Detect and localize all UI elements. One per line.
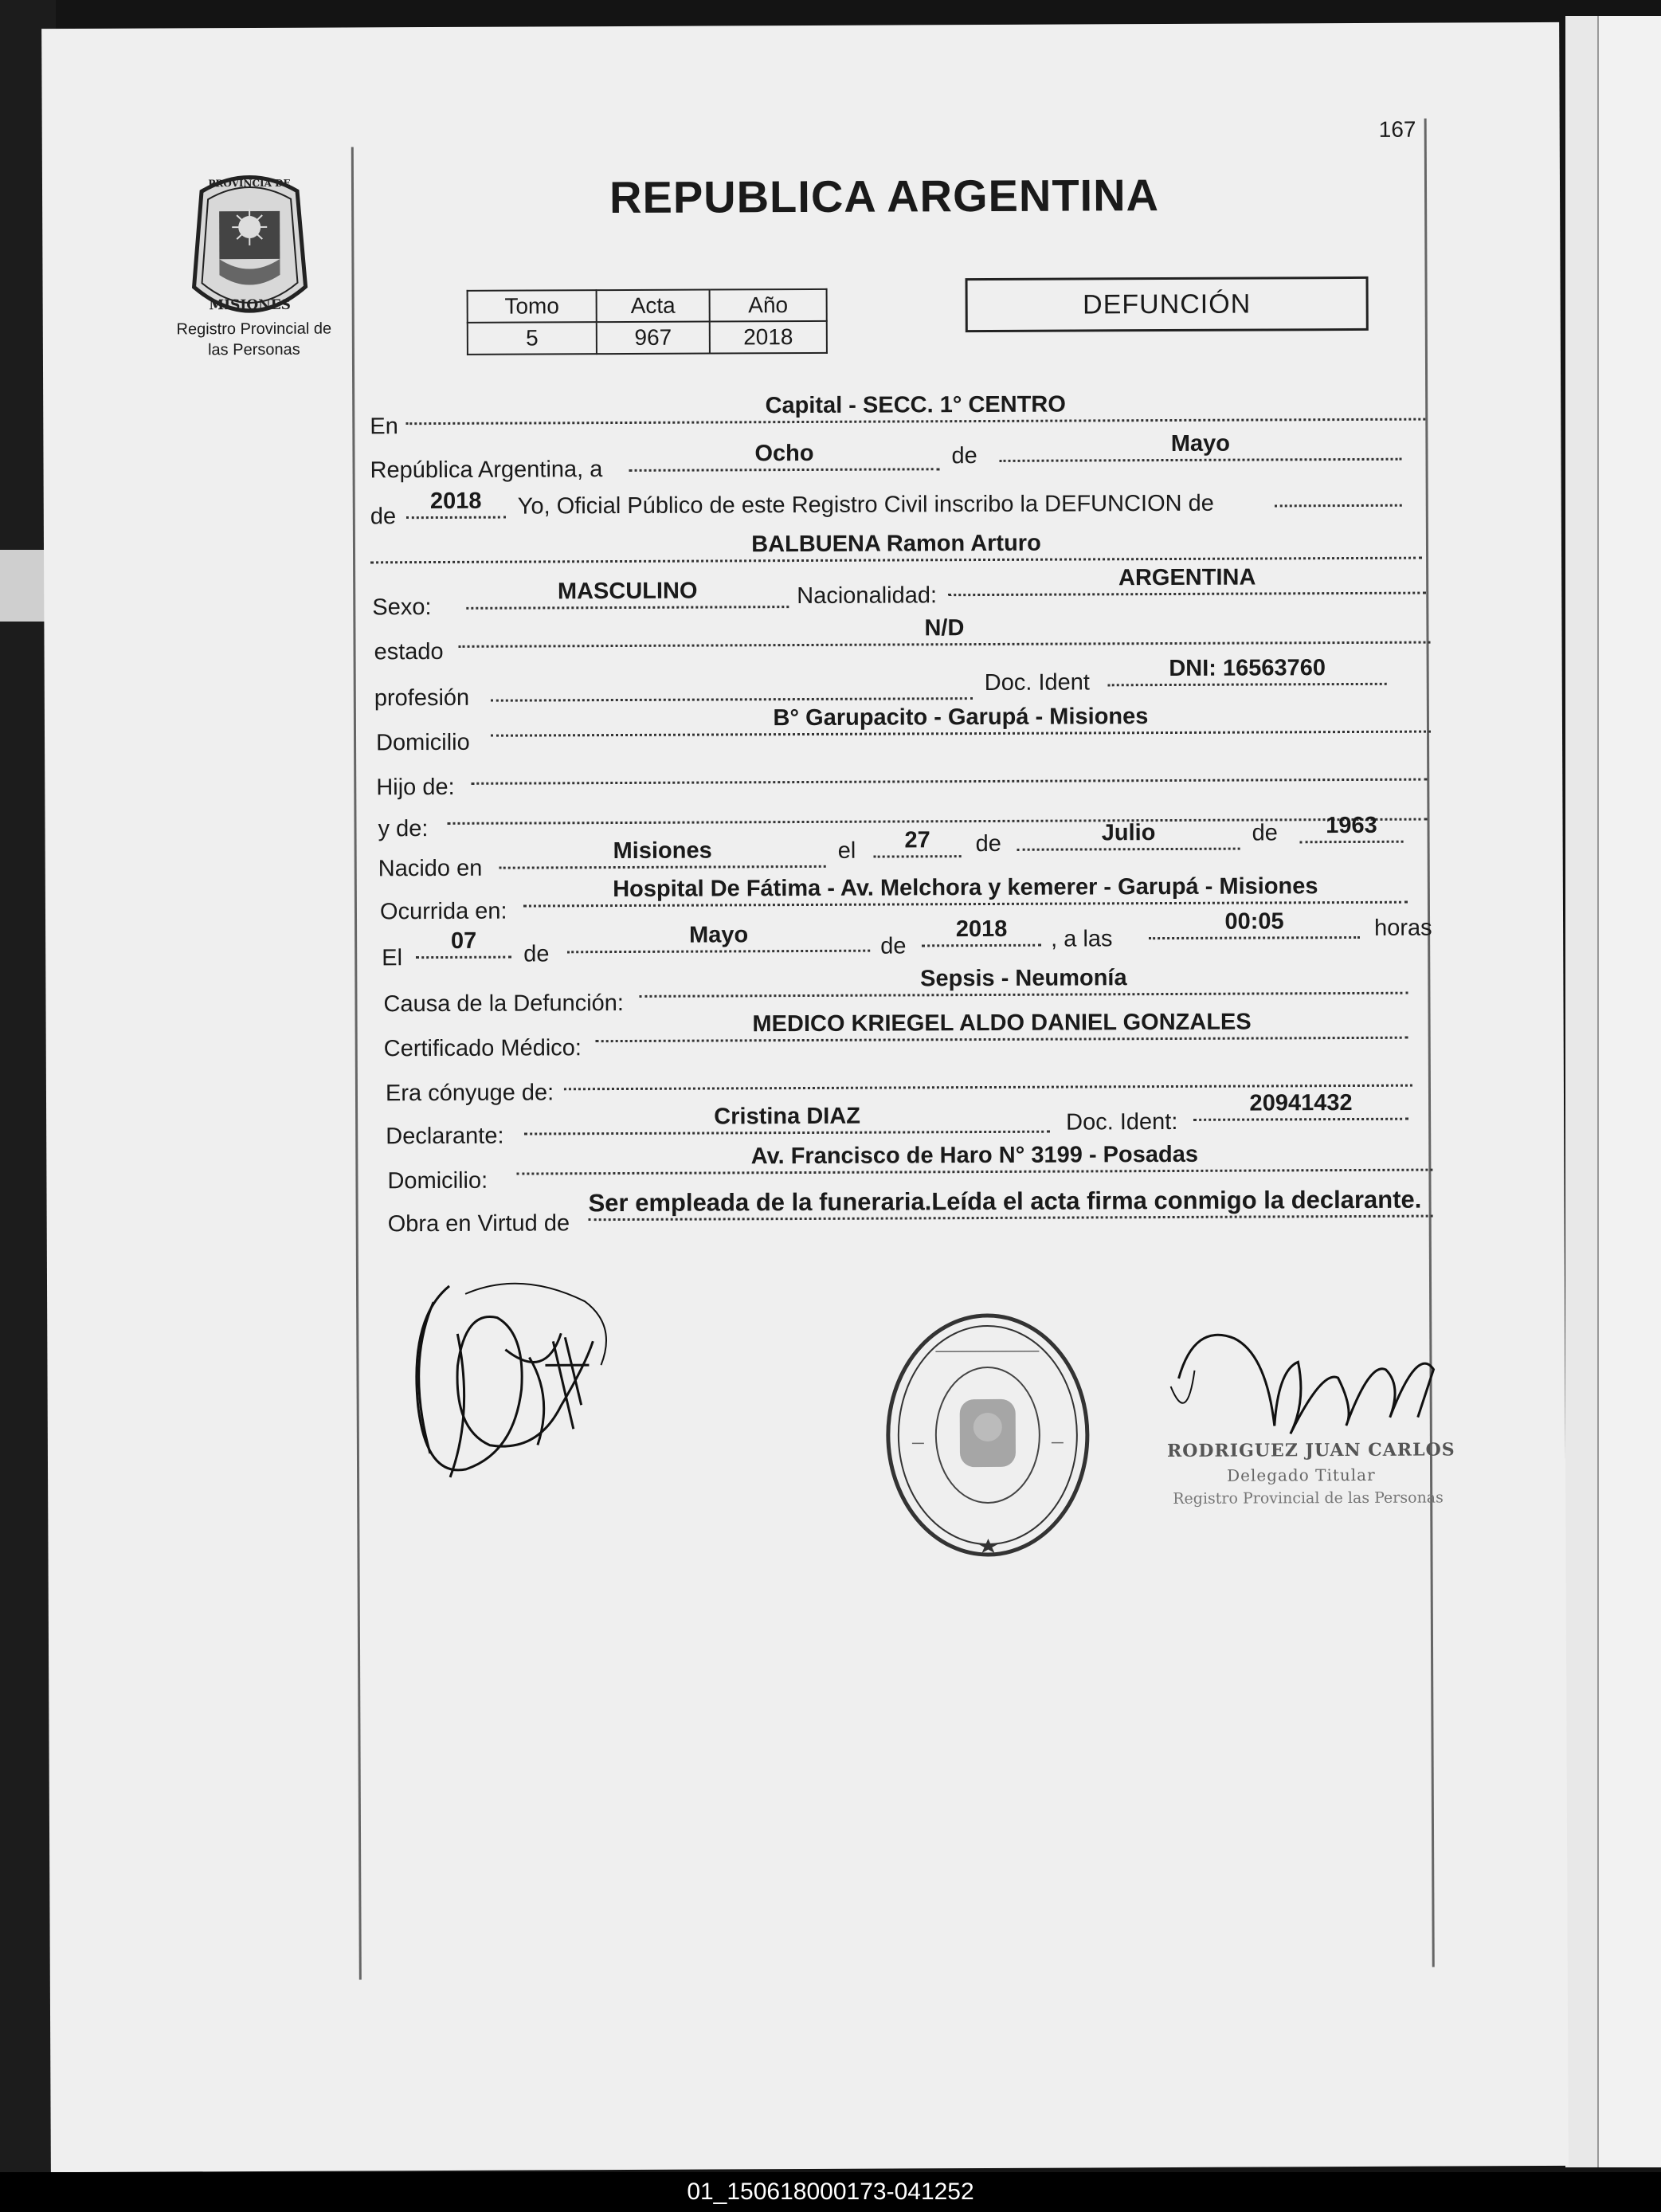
page-number: 167	[1378, 116, 1416, 142]
declarant-signature	[402, 1269, 625, 1509]
label-estado: estado	[374, 638, 444, 665]
registry-label	[163, 319, 346, 361]
field-def-dia: 07	[416, 928, 511, 959]
provincial-seal-icon	[186, 167, 314, 327]
label-de-6: de	[880, 933, 907, 959]
label-sexo: Sexo:	[372, 594, 432, 621]
label-en: En	[370, 414, 398, 440]
field-sexo: MASCULINO	[466, 577, 789, 610]
label-de-1: de	[951, 443, 977, 469]
svg-text:MISIONES: MISIONES	[209, 296, 291, 314]
field-yo-blank	[1275, 476, 1402, 508]
field-anio: 2018	[406, 488, 506, 520]
field-estado: N/D	[458, 613, 1430, 648]
footer-bar	[0, 2172, 1661, 2212]
label-de-3: de	[975, 830, 1001, 857]
official-role: Delegado Titular	[1227, 1465, 1376, 1485]
field-nacido-en: Misiones	[499, 837, 826, 869]
label-hijo-de: Hijo de:	[376, 774, 455, 801]
label-yo: Yo, Oficial Público de este Registro Civil inscribo la DEFUNCION de	[517, 490, 1214, 520]
label-republica: República Argentina, a	[370, 457, 603, 484]
header-acta: Acta	[597, 290, 710, 323]
background-right	[1565, 16, 1661, 2167]
footer-id: 01_150618000173-041252	[687, 2179, 974, 2205]
label-declarante: Declarante:	[386, 1123, 504, 1150]
field-certificado: MEDICO KRIEGEL ALDO DANIEL GONZALES	[596, 1008, 1408, 1042]
field-nac-mes: Julio	[1017, 819, 1240, 851]
field-hijo-de	[471, 750, 1427, 785]
official-stamp	[879, 1307, 1095, 1563]
label-nacido-en: Nacido en	[378, 855, 483, 882]
label-obra: Obra en Virtud de	[387, 1210, 570, 1237]
label-horas: horas	[1374, 915, 1432, 941]
field-declarante: Cristina DIAZ	[524, 1102, 1050, 1135]
record-table-value-row	[468, 321, 827, 355]
registry-label-line2: las Personas	[208, 340, 300, 359]
label-conyuge: Era cónyuge de:	[385, 1080, 554, 1107]
value-acta: 967	[597, 322, 710, 355]
field-mes: Mayo	[999, 429, 1401, 462]
label-domicilio-2: Domicilio:	[387, 1167, 488, 1194]
label-de-2: de	[370, 504, 397, 530]
label-ocurrida-en: Ocurrida en:	[379, 898, 507, 925]
field-declarante-doc: 20941432	[1193, 1089, 1408, 1121]
value-tomo: 5	[468, 322, 597, 355]
header-tomo: Tomo	[468, 290, 597, 323]
field-dia-texto: Ocho	[629, 439, 939, 472]
label-doc-ident-2: Doc. Ident:	[1066, 1108, 1178, 1135]
field-def-anio: 2018	[922, 916, 1041, 947]
document-page	[41, 22, 1569, 2172]
registry-label-line1: Registro Provincial de	[176, 320, 332, 339]
record-table	[467, 288, 828, 355]
label-el: el	[837, 837, 856, 864]
field-def-hora: 00:05	[1149, 908, 1360, 939]
label-de-4: de	[1252, 820, 1278, 846]
field-conyuge	[564, 1056, 1412, 1091]
field-ocurrida-en: Hospital De Fátima - Av. Melchora y kemerer - Garupá - Misiones	[523, 873, 1408, 908]
field-nac-anio: 1963	[1299, 812, 1403, 844]
label-de-5: de	[523, 941, 550, 967]
value-anio: 2018	[710, 321, 827, 354]
label-doc-ident: Doc. Ident	[984, 669, 1090, 696]
official-signature	[1162, 1313, 1450, 1490]
field-causa: Sepsis - Neumonía	[639, 963, 1408, 998]
field-lugar: Capital - SECC. 1° CENTRO	[405, 390, 1425, 426]
margin-line-left	[351, 147, 362, 1979]
record-type-box: DEFUNCIÓN	[966, 276, 1369, 332]
field-profesion	[491, 669, 973, 702]
svg-text:PROVINCIA DE: PROVINCIA DE	[208, 177, 291, 190]
label-a-las: , a las	[1051, 926, 1113, 952]
field-y-de	[447, 790, 1427, 825]
field-domicilio: B° Garupacito - Garupá - Misiones	[491, 702, 1431, 737]
header-anio: Año	[710, 289, 827, 322]
label-causa: Causa de la Defunción:	[383, 990, 625, 1018]
label-domicilio: Domicilio	[375, 729, 470, 756]
document-title: REPUBLICA ARGENTINA	[609, 170, 1160, 223]
field-def-mes: Mayo	[567, 921, 870, 954]
field-nacionalidad: ARGENTINA	[948, 563, 1426, 597]
field-doc: DNI: 16563760	[1108, 654, 1387, 687]
official-org: Registro Provincial de las Personas	[1173, 1488, 1444, 1508]
official-name: RODRIGUEZ JUAN CARLOS	[1166, 1439, 1455, 1462]
record-table-header-row	[468, 289, 827, 323]
label-certificado: Certificado Médico:	[383, 1035, 582, 1062]
label-profesion: profesión	[374, 684, 470, 712]
field-declarante-domicilio: Av. Francisco de Haro N° 3199 - Posadas	[516, 1140, 1432, 1175]
label-nacionalidad: Nacionalidad:	[797, 582, 938, 610]
label-el-cap: El	[382, 945, 403, 971]
field-nac-dia: 27	[874, 826, 962, 857]
field-nombre: BALBUENA Ramon Arturo	[370, 528, 1422, 564]
margin-line-right	[1424, 119, 1435, 1967]
label-y-de: y de:	[378, 816, 429, 842]
field-obra: Ser empleada de la funeraria.Leída el acta firma conmigo la declarante.	[589, 1186, 1433, 1222]
